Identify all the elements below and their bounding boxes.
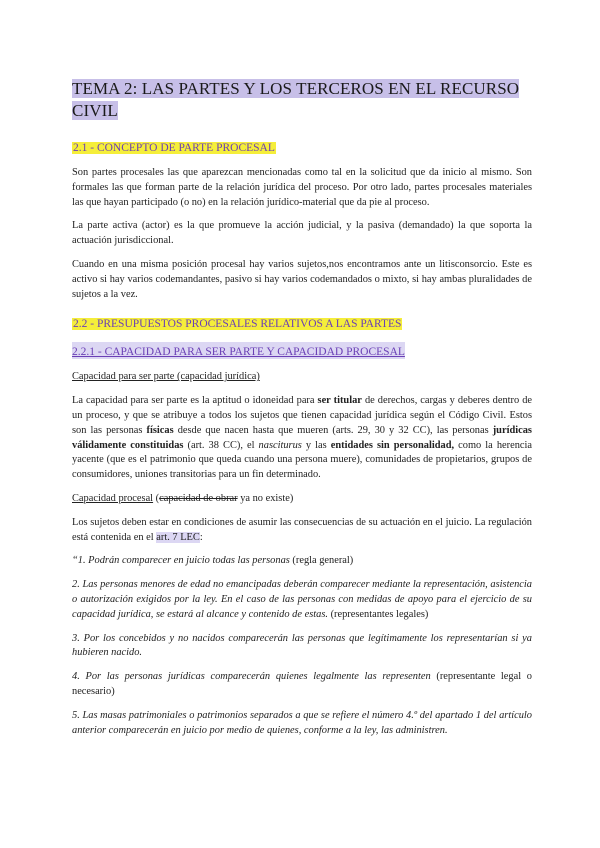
struck-text: capacidad de obrar [159, 492, 238, 504]
lec-item-5: 5. Las masas patrimoniales o patrimonios separados a que se refiere el número 4.º del apartado 1 del artículo anterior comparecerán en juicio por medio de quienes, conforme a la ley, las administren. [72, 709, 532, 736]
section-2-2-1-heading: 2.2.1 - CAPACIDAD PARA SER PARTE Y CAPACIDAD PROCESAL [72, 346, 405, 359]
lec-item-3: 3. Por los concebidos y no nacidos comparecerán las personas que legítimamente los representarían si ya hubieren nacido. [72, 632, 532, 659]
page-title: TEMA 2: LAS PARTES Y LOS TERCEROS EN EL RECURSO CIVIL [72, 79, 520, 120]
lec-item-2: 2. Las personas menores de edad no emancipadas deberán comparecer mediante la representación, asistencia o autorización exigidos por la ley. En el caso de las personas con medidas de apoyo para el ejercicio de su capacidad jurídica, se estará al alcance y contenido de estas. (representantes legales) [72, 579, 532, 620]
document-page [72, 78, 532, 738]
paragraph-litisconsorcio: Cuando en una misma posición procesal hay varios sujetos,nos encontramos ante un litisconsorcio. Este es activo si hay varios codemandantes, pasivo si hay varios codemandados o mixto, si hay ambas pluralidades de sujetos a la vez. [72, 258, 532, 300]
section-2-2-heading-wrap [72, 314, 532, 332]
paragraph-parte-activa: La parte activa (actor) es la que promueve la acción judicial, y la pasiva (demandado) la que soporta la actuación jurisdiccional. [72, 220, 532, 247]
section-2-1-heading-wrap [72, 138, 532, 156]
title-wrap [72, 78, 532, 122]
capacidad-procesal-title: Capacidad procesal (capacidad de obrar ya no existe) [72, 492, 294, 504]
paragraph-capacidad-procesal: Los sujetos deben estar en condiciones de asumir las consecuencias de su actuación en el juicio. La regulación está contenida en el art. 7 LEC: [72, 516, 532, 543]
lec-item-4: 4. Por las personas jurídicas comparecerán quienes legalmente las representen (representante legal o necesario) [72, 671, 532, 697]
paragraph-concepto: Son partes procesales las que aparezcan mencionadas como tal en la solicitud que da inicio al mismo. Son formales las que forman parte de la relación jurídica del proceso. Por otro lado, partes procesales materiales las que hayan participado (o no) en la relación jurídico-material que da pie al proceso. [72, 167, 532, 208]
section-2-2-1-heading-wrap [72, 342, 532, 360]
section-2-2-heading: 2.2 - PRESUPUESTOS PROCESALES RELATIVOS A LAS PARTES [73, 318, 402, 331]
law-reference-link[interactable]: art. 7 LEC [156, 531, 200, 543]
capacidad-parte-title: Capacidad para ser parte (capacidad jurídica) [72, 371, 260, 383]
paragraph-capacidad-parte: La capacidad para ser parte es la aptitud o idoneidad para ser titular de derechos, cargas y deberes dentro de un proceso, y que se atribuye a todos los sujetos que tienen capacidad jurídica según el Código Civil. Estos son las personas físicas desde que nacen hasta que mueren (arts. 29, 30 y 32 CC), las personas jurídicas válidamente constituidas (art. 38 CC), el nasciturus y las entidades sin personalidad, como la herencia yacente (que es el patrimonio que queda cuando una persona muere), comunidades de propietarios, grupos de consumidores, uniones transitorias para un fin determinado. [72, 395, 533, 481]
section-2-1-heading: 2.1 - CONCEPTO DE PARTE PROCESAL [73, 142, 275, 154]
lec-item-1: “1. Podrán comparecer en juicio todas las personas (regla general) [72, 555, 354, 567]
